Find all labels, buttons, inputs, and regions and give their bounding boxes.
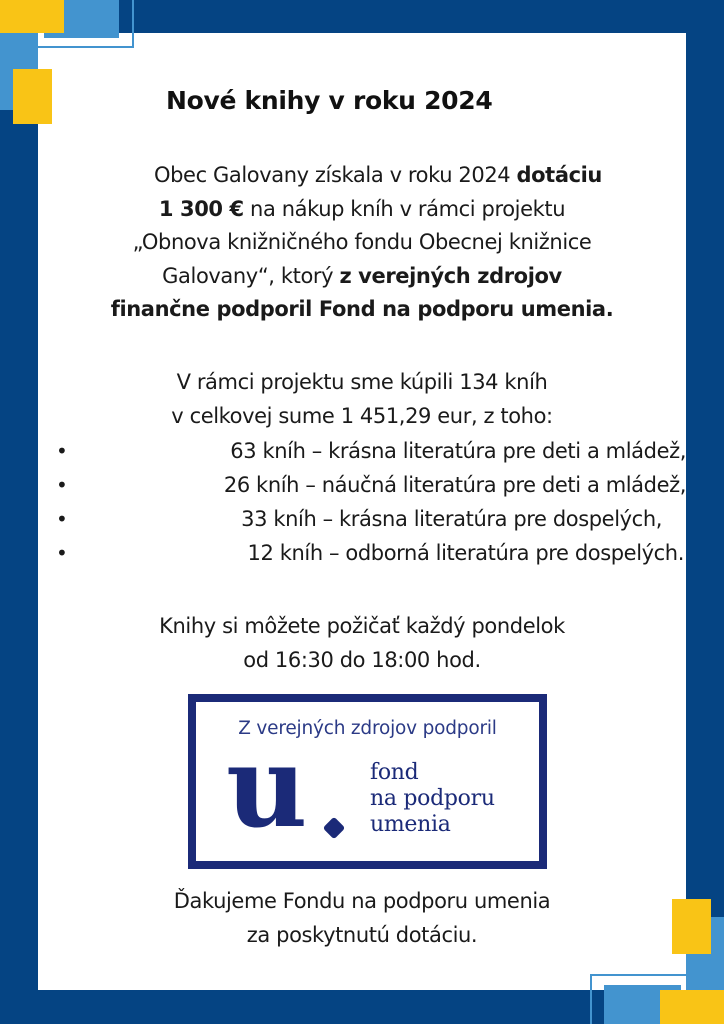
intro-text: Obec Galovany získala v roku 2024: [154, 163, 517, 187]
deco-yellow-top-left: [0, 0, 64, 33]
logo-u-letter: u: [226, 722, 308, 853]
thanks-message: [38, 885, 686, 952]
intro-paragraph: [38, 159, 686, 327]
intro-line-3: „Obnova knižničného fondu Obecnej knižnice: [132, 230, 592, 254]
deco-outline-line-h: [38, 46, 134, 48]
purchase-line-1: V rámci projektu sme kúpili 134 kníh: [176, 370, 548, 394]
fpu-logo: [188, 694, 547, 869]
intro-line-4: [38, 260, 686, 294]
deco-yellow-bottom-right: [660, 990, 724, 1024]
book-category-list: [52, 434, 692, 570]
hours-line-1: Knihy si môžete požičať každý pondelok: [159, 614, 565, 638]
deco-outline-line-h-bottom: [590, 974, 686, 976]
bullet-icon: •: [56, 507, 68, 531]
deco-outline-line-v-bottom: [590, 974, 592, 1024]
intro-line-5: [38, 293, 686, 327]
list-item-text: 33 kníh – krásna literatúra pre dospelých,: [241, 507, 662, 531]
list-item-text: 12 kníh – odborná literatúra pre dospelých.: [247, 541, 684, 565]
purchase-line-2: v celkovej sume 1 451,29 eur, z toho:: [171, 403, 553, 428]
deco-outline-line-v: [132, 0, 134, 48]
logo-name-line: fond: [370, 760, 419, 785]
intro-line-1: [38, 159, 686, 193]
purchase-summary: [38, 366, 686, 433]
logo-tagline: Z verejných zdrojov podporil: [238, 718, 497, 739]
page-title: Nové knihy v roku 2024: [166, 86, 493, 115]
logo-name: [370, 760, 495, 838]
logo-name-line: na podporu: [370, 786, 495, 811]
thanks-line-1: Ďakujeme Fondu na podporu umenia: [173, 889, 551, 913]
intro-text: na nákup kníh v rámci projektu: [243, 196, 566, 221]
intro-bold: z verejných zdrojov: [339, 263, 562, 288]
list-item: [52, 468, 692, 502]
intro-text: Galovany“, ktorý: [162, 263, 340, 288]
list-item-text: 26 kníh – náučná literatúra pre deti a mládež,: [223, 473, 686, 497]
list-item: [52, 434, 692, 468]
intro-bold: dotáciu: [516, 163, 602, 187]
list-item: [52, 536, 692, 570]
bullet-icon: •: [56, 541, 68, 565]
grant-amount: 1 300 €: [158, 196, 244, 221]
list-item: [52, 502, 692, 536]
thanks-line-2: za poskytnutú dotáciu.: [246, 922, 478, 947]
list-item-text: 63 kníh – krásna literatúra pre deti a mládež,: [230, 439, 686, 463]
bullet-icon: •: [56, 439, 68, 463]
bullet-icon: •: [56, 473, 68, 497]
lending-hours: [38, 610, 686, 677]
hours-line-2: od 16:30 do 18:00 hod.: [243, 647, 481, 672]
logo-name-line: umenia: [370, 812, 451, 837]
intro-bold: finančne podporil Fond na podporu umenia.: [110, 297, 614, 321]
logo-dot-icon: [323, 817, 346, 840]
intro-line-2: [38, 193, 686, 227]
